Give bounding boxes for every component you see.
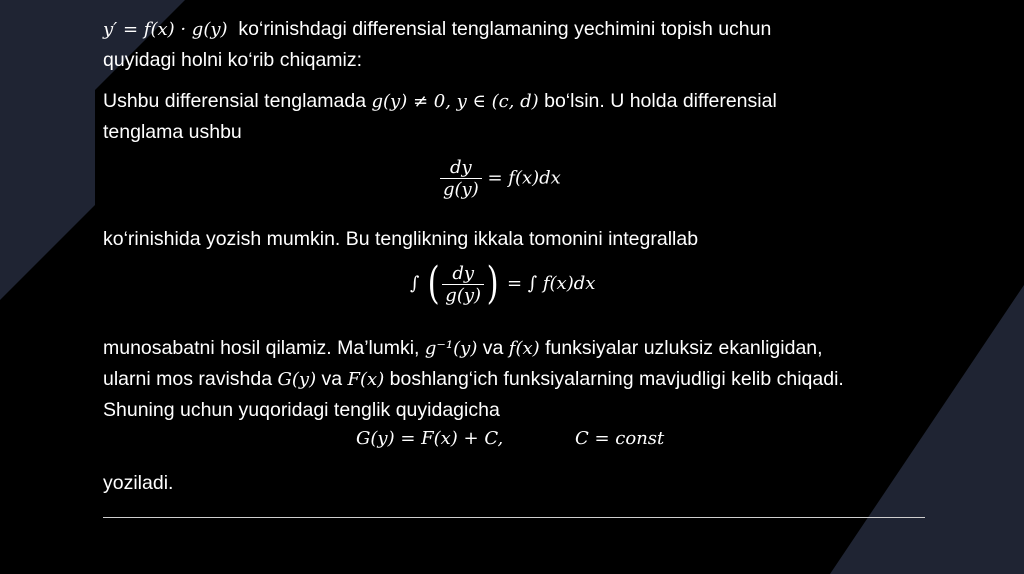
paragraph-4 [103,333,933,425]
p4-s4: ularni mos ravishda [103,368,273,390]
right-paren: ) [486,258,499,309]
equation-constant [575,428,664,449]
left-paren: ( [427,258,440,309]
paragraph-2 [103,86,933,147]
equation-rhs: = f(x)dx [487,167,561,189]
equation-separated [440,157,561,200]
p4-s5: va [321,368,343,390]
p4-s2: va [482,337,504,359]
formula-g-inverse: g⁻¹(y) [424,338,478,359]
equation-integral [410,258,596,309]
fraction-denominator: g(y) [440,178,482,200]
integral-sign: ∫ [410,273,420,294]
paragraph-1 [103,14,933,75]
fraction [440,157,482,200]
divider-line [103,517,925,518]
paragraph-1-line2: quyidagi holni ko‘rib chiqamiz: [103,49,363,71]
fraction [442,263,484,306]
paragraph-5 [103,468,933,498]
formula-G: G(y) [277,369,317,390]
p4-s1: munosabatni hosil qilamiz. Ma’lumki, [103,337,420,359]
solution-right: C = const [575,428,665,449]
paragraph-3-text: ko‘rinishida yozish mumkin. Bu tenglikning ikkala tomonini integrallab [103,228,699,250]
equation-solution [356,428,503,449]
formula-ode: y′ = f(x) · g(y) [103,19,228,40]
solution-left: G(y) = F(x) + C, [356,428,504,449]
formula-condition: g(y) ≠ 0, y ∈ (c, d) [371,91,539,112]
fraction-numerator: dy [452,262,475,284]
p4-s6: boshlang‘ich funksiyalarning mavjudligi kelib chiqadi. [389,368,844,390]
fraction-numerator: dy [450,157,472,178]
formula-f: f(x) [508,338,540,359]
paragraph-2-line2: tenglama ushbu [103,121,242,143]
p4-s3: funksiyalar uzluksiz ekanligidan, [545,337,823,359]
paragraph-3 [103,224,933,254]
paragraph-2-after: bo‘lsin. U holda differensial [544,90,777,112]
paragraph-1-text: ko‘rinishdagi differensial tenglamaning yechimini topish uchun [238,18,772,40]
equation-rhs: = ∫ f(x)dx [506,273,596,294]
p4-s7: Shuning uchun yuqoridagi tenglik quyidagicha [103,399,500,421]
paragraph-5-text: yoziladi. [103,472,174,494]
formula-F: F(x) [347,369,385,390]
fraction-denominator: g(y) [442,284,484,306]
paragraph-2-before: Ushbu differensial tenglamada [103,90,367,112]
